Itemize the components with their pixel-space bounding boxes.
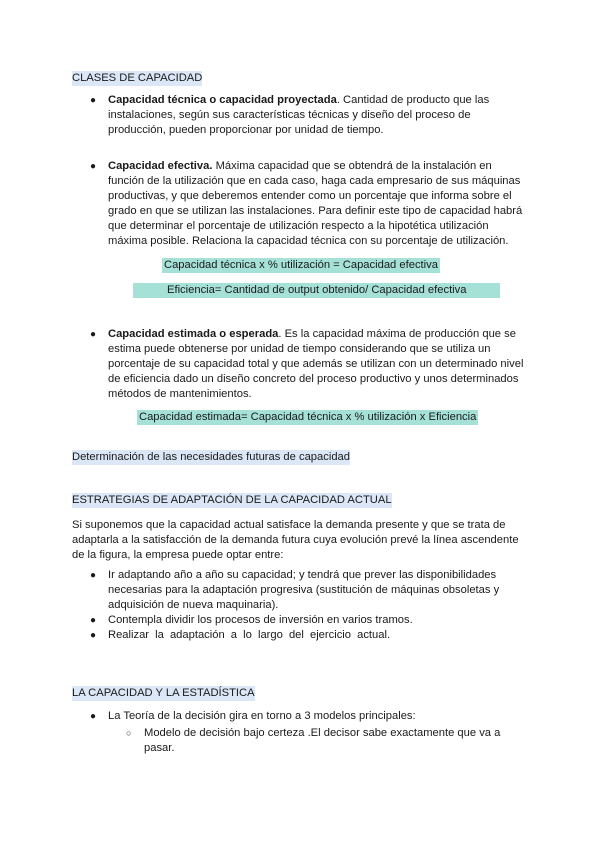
list-item bbox=[90, 159, 530, 249]
heading-clases-de-capacidad: CLASES DE CAPACIDAD bbox=[72, 72, 203, 84]
definition-capacidad-estimada: . Es la capacidad máxima de producción que se estima puede obtenerse por unidad de tiempo considerando que se utiliza un porcentaje de su capacidad total y que además se utilizan con un determinado nivel de eficiencia dado un diseño concreto del proceso productivo y unos determinados métodos de mantenimientos. bbox=[108, 328, 524, 400]
estadistica-list bbox=[90, 709, 530, 756]
clases-list-1 bbox=[90, 93, 530, 138]
estadistica-text: La Teoría de la decisión gira en torno a 3 modelos principales: bbox=[108, 710, 416, 722]
estrategias-list bbox=[90, 568, 530, 643]
estrategias-intro: Si suponemos que la capacidad actual satisface la demanda presente y que se trata de adaptarla a la satisfacción de la demanda futura cuya evolución prevé la línea ascendente de la figura, la empresa puede optar entre: bbox=[72, 519, 519, 561]
term-capacidad-tecnica: Capacidad técnica o capacidad proyectada bbox=[108, 94, 337, 106]
list-item bbox=[90, 327, 530, 402]
definition-capacidad-efectiva: Máxima capacidad que se obtendrá de la instalación en función de la utilización que en cada caso, haga cada empresario de sus máquinas productivas, y que deberemos entender como un porcentaje que informa sobre el grado en que se utilizan las instalaciones. Para definir este tipo de capacidad habrá que determinar el porcentaje de utilización respecto a la hipotética utilización máxima posible. Relaciona la capacidad técnica con su porcentaje de utilización. bbox=[108, 160, 523, 247]
estrategia-text: Ir adaptando año a año su capacidad; y tendrá que prever las disponibilidades necesarias para la adaptación progresiva (sustitución de máquinas obsoletas y adquisición de nueva maquinaria). bbox=[108, 569, 500, 611]
heading-estadistica: LA CAPACIDAD Y LA ESTADÍSTICA bbox=[72, 687, 255, 699]
clases-list-3 bbox=[90, 327, 530, 402]
bullet-icon: ● bbox=[90, 711, 97, 722]
estadistica-sublist bbox=[126, 726, 506, 756]
heading-determinacion: Determinación de las necesidades futuras de capacidad bbox=[72, 451, 350, 463]
list-item bbox=[90, 568, 530, 613]
modelo-certeza-text: Modelo de decisión bajo certeza .El decisor sabe exactamente que va a pasar. bbox=[144, 727, 501, 754]
heading-estrategias: ESTRATEGIAS DE ADAPTACIÓN DE LA CAPACIDAD ACTUAL bbox=[72, 494, 392, 506]
formula-eficiencia: Eficiencia= Cantidad de output obtenido/ Capacidad efectiva bbox=[133, 283, 500, 298]
list-item bbox=[90, 613, 530, 628]
term-capacidad-estimada: Capacidad estimada o esperada bbox=[108, 328, 279, 340]
list-item bbox=[90, 93, 530, 138]
sub-list-item bbox=[126, 726, 506, 756]
bullet-icon: ● bbox=[90, 615, 97, 626]
circle-bullet-icon: ○ bbox=[126, 728, 132, 738]
bullet-icon: ● bbox=[90, 329, 97, 340]
bullet-icon: ● bbox=[90, 630, 97, 641]
formula-capacidad-efectiva: Capacidad técnica x % utilización = Capacidad efectiva bbox=[164, 259, 438, 271]
definition-capacidad-tecnica: . Cantidad de producto que las instalaciones, según sus características técnicas y diseño del proceso de producción, pueden proporcionar por unidad de tiempo. bbox=[108, 94, 490, 136]
clases-list-2 bbox=[90, 159, 530, 249]
estrategia-text: Realizar la adaptación a lo largo del ejercicio actual. bbox=[108, 629, 391, 641]
list-item bbox=[90, 709, 530, 756]
estrategia-text: Contempla dividir los procesos de inversión en varios tramos. bbox=[108, 614, 413, 626]
bullet-icon: ● bbox=[90, 95, 97, 106]
term-capacidad-efectiva: Capacidad efectiva. bbox=[108, 160, 213, 172]
list-item bbox=[90, 628, 530, 643]
formula-capacidad-estimada: Capacidad estimada= Capacidad técnica x % utilización x Eficiencia bbox=[139, 411, 477, 423]
bullet-icon: ● bbox=[90, 570, 97, 581]
bullet-icon: ● bbox=[90, 161, 97, 172]
